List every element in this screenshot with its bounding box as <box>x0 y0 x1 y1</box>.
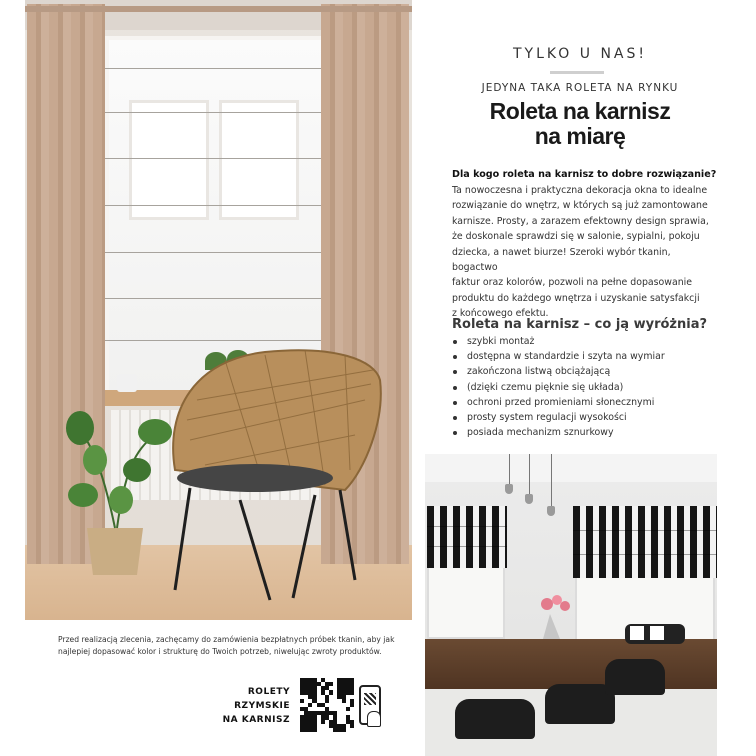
intro-heading: Dla kogo roleta na karnisz to dobre rozwiązanie? <box>452 169 717 180</box>
intro-line: z końcowego efektu. <box>452 308 549 320</box>
samples-note <box>58 634 404 657</box>
features-list <box>452 334 722 440</box>
features-heading: Roleta na karnisz – co ją wyróżnia? <box>452 317 708 332</box>
feature-item: dostępna w standardzie i szyta na wymiar <box>452 349 722 364</box>
intro-line: produktu do każdego wnętrza i uzyskanie satysfakcji <box>452 292 700 304</box>
intro-line: faktur oraz kolorów, pozwoli na pełne dopasowanie <box>452 277 693 289</box>
photo-curtains-chair <box>25 0 412 620</box>
feature-item: posiada mechanizm sznurkowy <box>452 425 722 440</box>
subtitle: JEDYNA TAKA ROLETA NA RYNKU <box>481 82 679 94</box>
qr-module <box>350 728 354 732</box>
feature-item: ochroni przed promieniami słonecznymi <box>452 395 722 410</box>
chair-legs <box>175 488 355 600</box>
page-title <box>425 99 735 149</box>
feature-item: zakończona listwą obciążającą <box>452 364 722 379</box>
qr-code-icon[interactable] <box>300 678 354 732</box>
qr-caption-line: RZYMSKIE <box>234 701 290 711</box>
intro-line: że doskonale sprawdzi się w salonie, sypialni, pokoju <box>452 231 700 243</box>
basket-pot <box>87 528 143 575</box>
chair-and-plant-illustration <box>25 0 412 620</box>
title-line-1: Roleta na karnisz <box>489 98 671 124</box>
bar-stool <box>455 699 535 739</box>
feature-item: szybki montaż <box>452 334 722 349</box>
qr-caption-line: NA KARNISZ <box>222 715 290 725</box>
chair-cushion <box>177 464 333 492</box>
photo-kitchen-roman-blinds <box>425 454 717 756</box>
intro-line: rozwiązanie do wnętrz, w których są już zamontowane <box>452 200 708 212</box>
kicker-tylko-u-nas: TYLKO U NAS! <box>512 46 648 62</box>
phone-screen <box>364 693 376 705</box>
intro-line: dziecka, a nawet biurze! Szeroki wybór tkanin, bogactwo <box>452 246 671 274</box>
intro-paragraph <box>452 183 714 322</box>
hand-shape <box>367 711 381 727</box>
title-line-2: na miarę <box>534 123 626 149</box>
phone-scan-icon <box>359 685 381 725</box>
note-line: Przed realizacją zlecenia, zachęcamy do zamówienia bezpłatnych próbek tkanin, aby jak <box>58 635 395 644</box>
feature-item: prosty system regulacji wysokości <box>452 410 722 425</box>
feature-item-continuation: (dzięki czemu pięknie się układa) <box>452 380 722 395</box>
intro-line: karnisze. Prosty, a zarazem efektowny design sprawia, <box>452 215 709 227</box>
bar-stool <box>605 659 665 695</box>
qr-caption <box>218 685 290 727</box>
qr-caption-line: ROLETY <box>247 687 290 697</box>
kicker-divider <box>550 71 604 74</box>
note-line: najlepiej dopasować kolor i strukturę do Twoich potrzeb, niwelując zwroty produktów. <box>58 646 382 656</box>
intro-line: Ta nowoczesna i praktyczna dekoracja okna to idealne <box>452 185 708 196</box>
